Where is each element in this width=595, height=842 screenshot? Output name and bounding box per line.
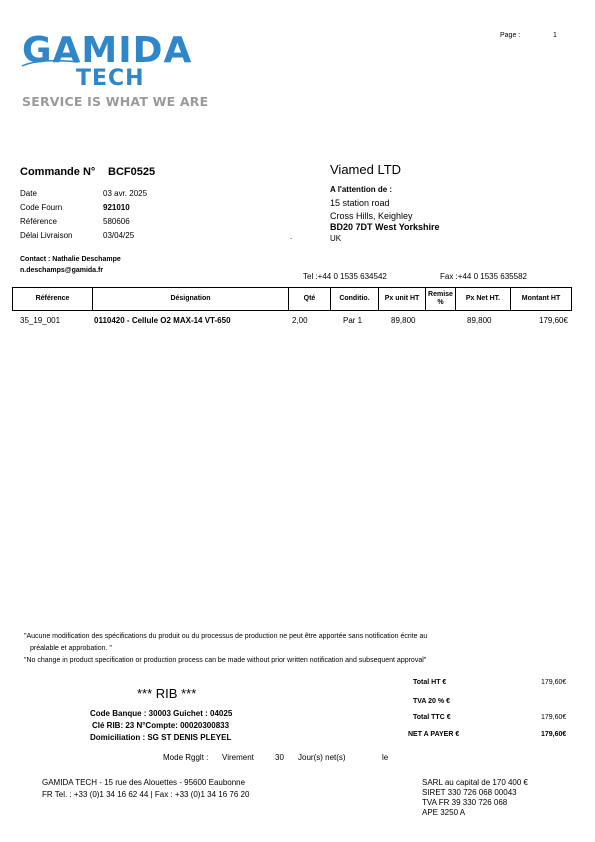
rib-title: *** RIB ***: [137, 686, 197, 701]
footer-siret: SIRET 330 726 068 00043: [422, 788, 517, 797]
cell-net-price: 89,800: [467, 316, 492, 325]
order-reference-value: 580606: [103, 217, 130, 226]
total-ht-value: 179,60€: [541, 679, 567, 686]
payment-label: Mode Rgglt :: [163, 753, 209, 762]
col-net-price: Px Net HT.: [456, 288, 511, 310]
net-payer-label: NET A PAYER €: [408, 731, 460, 738]
cell-unit-price: 89,800: [391, 316, 416, 325]
supplier-country: UK: [330, 234, 342, 243]
supplier-attention: A l'attention de :: [330, 185, 393, 194]
supplier-address2: Cross Hills, Keighley: [330, 211, 413, 221]
cell-ref: 35_19_001: [20, 316, 61, 325]
col-condition: Conditio.: [331, 288, 379, 310]
total-ht-label: Total HT €: [413, 679, 447, 686]
order-supplier-code-value: 921010: [103, 203, 130, 212]
contact-line: Contact : Nathalie Deschampe: [20, 256, 121, 263]
cell-amount: 179,60€: [539, 316, 568, 325]
page-number: 1: [553, 32, 557, 39]
rib-line3: Domiciliation : SG ST DENIS PLEYEL: [90, 733, 232, 742]
footer-address: GAMIDA TECH - 15 rue des Alouettes - 95600 Eaubonne: [42, 778, 246, 787]
order-delivery-label: Délai Livraison: [20, 231, 73, 240]
cell-designation: 0110420 - Cellule O2 MAX-14 VT-650: [94, 316, 231, 325]
total-ttc-value: 179,60€: [541, 714, 567, 721]
payment-mode: Virement: [222, 753, 254, 762]
supplier-name: Viamed LTD: [330, 162, 402, 177]
col-designation: Désignation: [93, 288, 289, 310]
payment-unit: Jour(s) net(s): [298, 753, 346, 762]
cell-qty: 2,00: [292, 316, 308, 325]
page-label: Page :: [500, 32, 521, 39]
supplier-tel: Tel :+44 0 1535 634542: [303, 272, 387, 281]
table-header: [12, 287, 572, 311]
payment-days: 30: [275, 753, 284, 762]
footer-tva: TVA FR 39 330 726 068: [422, 798, 508, 807]
col-amount: Montant HT: [521, 295, 561, 302]
note-fr-2: préalable et approbation. ": [30, 645, 112, 652]
net-payer-value: 179,60€: [541, 731, 567, 738]
footer-phone: FR Tel. : +33 (0)1 34 16 62 44 | Fax : +33 (0)1 34 16 76 20: [42, 790, 250, 799]
footer-capital: SARL au capital de 170 400 €: [422, 778, 529, 787]
note-fr: "Aucune modification des spécifications du produit ou du processus de production ne peut être apportée sans notification écrite au: [24, 633, 428, 640]
col-qty: Qté: [289, 288, 331, 310]
rib-line2: Clé RIB: 23 N°Compte: 00020300833: [92, 721, 230, 730]
rib-line1: Code Banque : 30003 Guichet : 04025: [90, 709, 233, 718]
supplier-address1: 15 station road: [330, 198, 390, 208]
order-title-label: Commande N°: [20, 166, 96, 178]
payment-le: le: [382, 753, 389, 762]
footer-ape: APE 3250 A: [422, 808, 466, 817]
contact-email[interactable]: n.deschamps@gamida.fr: [20, 267, 104, 274]
order-supplier-code-label: Code Fourn: [20, 203, 63, 212]
note-en: "No change in product specification or production process can be made without prior written notification and subsequent approval": [24, 657, 427, 664]
total-ttc-label: Total TTC €: [413, 714, 451, 721]
bullet-dot: .: [290, 232, 293, 241]
col-reference: Référence: [13, 288, 93, 310]
logo-sub: TECH: [76, 66, 145, 91]
order-delivery-value: 03/04/25: [103, 231, 135, 240]
supplier-fax: Fax :+44 0 1535 635582: [440, 272, 527, 281]
tva-label: TVA 20 % €: [413, 698, 450, 705]
col-discount: Remise %: [426, 288, 456, 310]
cell-condition: Par 1: [343, 316, 363, 325]
order-reference-label: Référence: [20, 217, 57, 226]
logo-tagline: SERVICE IS WHAT WE ARE: [22, 94, 209, 109]
col-unit-price: Px unit HT: [379, 288, 426, 310]
company-logo: [20, 30, 209, 112]
supplier-address3: BD20 7DT West Yorkshire: [330, 222, 440, 232]
order-number: BCF0525: [108, 166, 156, 178]
order-date-label: Date: [20, 189, 37, 198]
logo-name: GAMIDA: [22, 30, 193, 71]
order-date-value: 03 avr. 2025: [103, 189, 148, 198]
